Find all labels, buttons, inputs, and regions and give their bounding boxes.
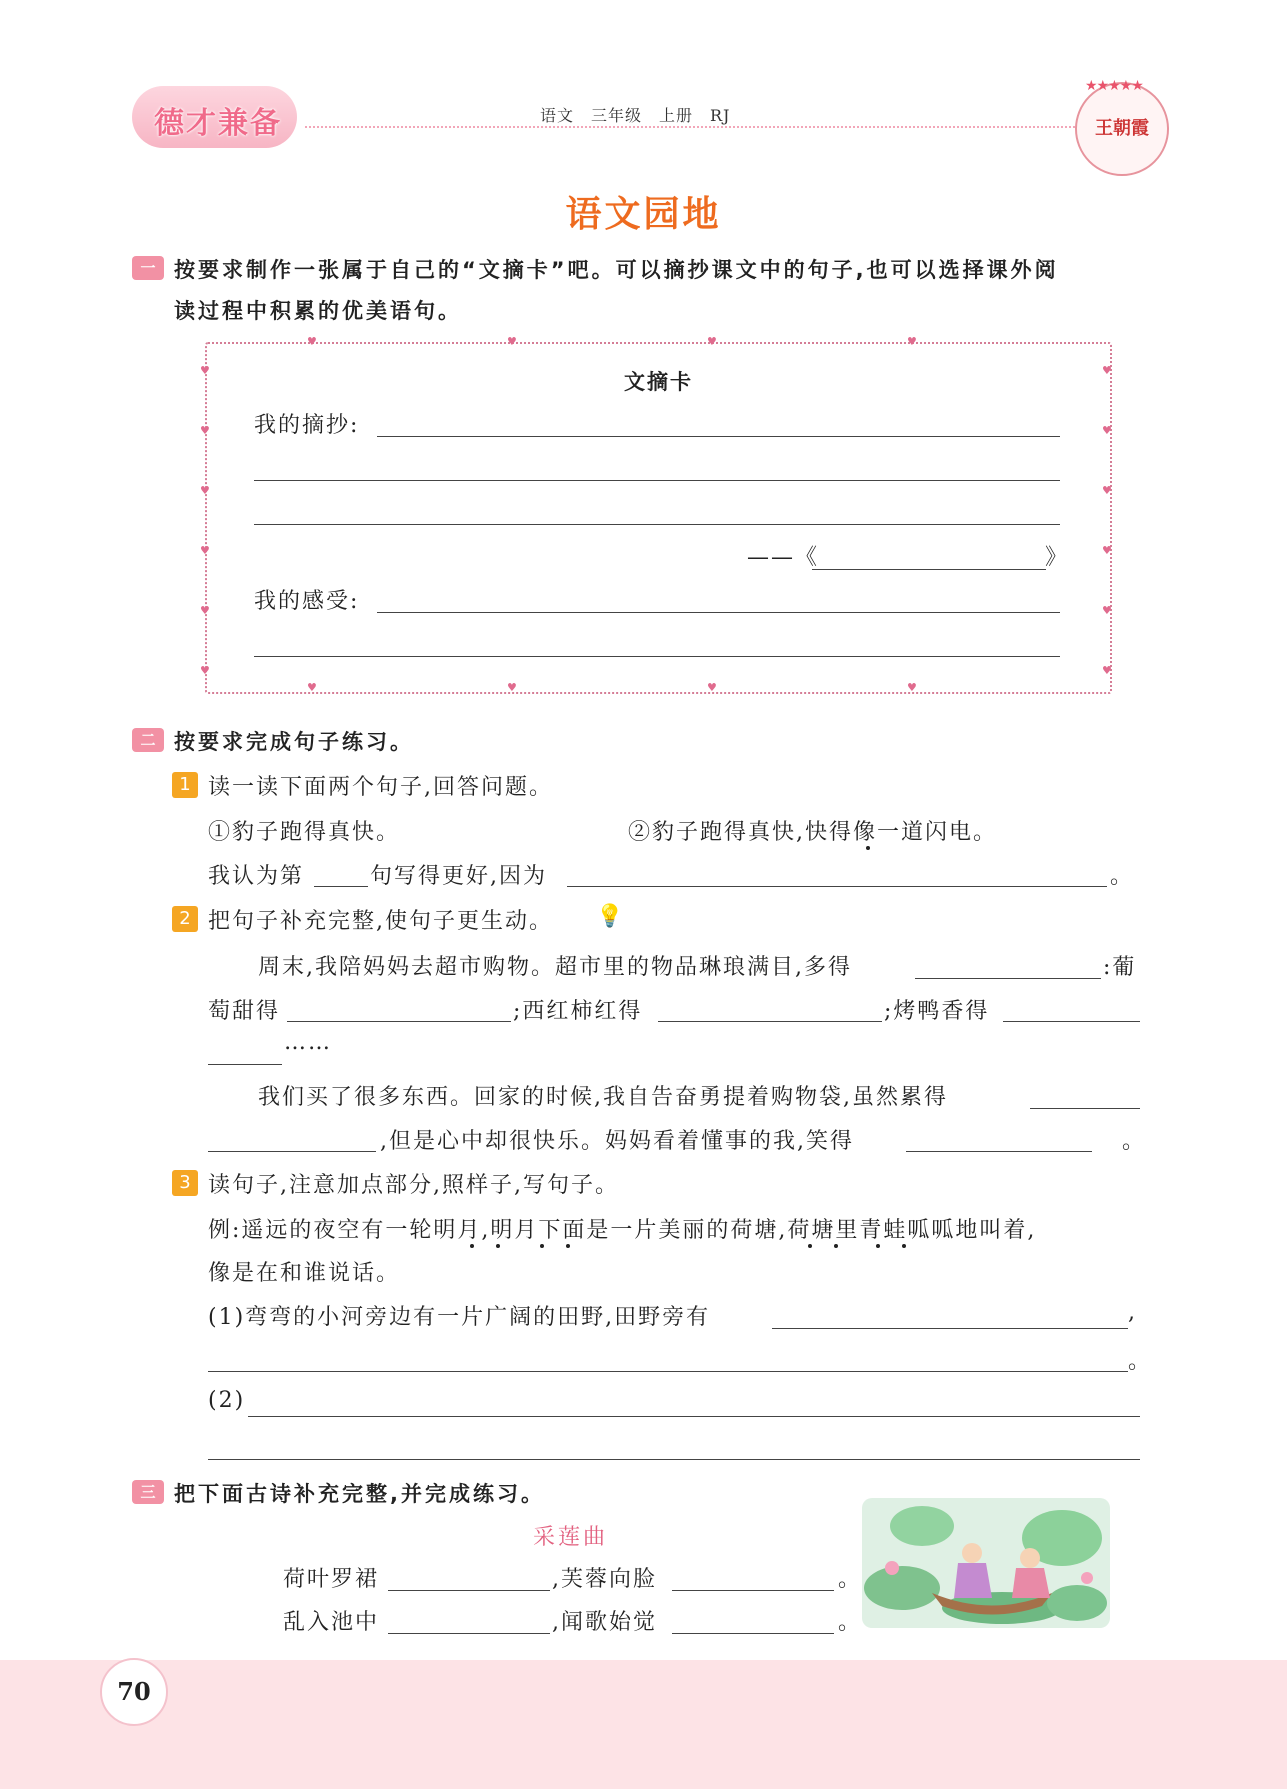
lotus-pond-illustration: [862, 1498, 1110, 1628]
poem-blank-1[interactable]: [388, 1590, 550, 1591]
card-title: 文摘卡: [624, 370, 693, 394]
page-number: 70: [100, 1658, 168, 1726]
heart-icon: ♥: [307, 335, 317, 348]
q1-sentence-2: ②豹子跑得真快,快得像一道闪电。: [628, 820, 997, 845]
poem-line1-b: ,芙蓉向脸: [552, 1567, 657, 1592]
emphasis-dot: [866, 846, 870, 850]
q1-blank-sentence-number[interactable]: [314, 886, 368, 887]
question-number-2: 2: [172, 906, 198, 932]
heart-icon: ♥: [200, 544, 210, 557]
excerpt-blank-3[interactable]: [254, 524, 1060, 525]
q2-blank-6[interactable]: [906, 1151, 1092, 1152]
emphasis-dot: [902, 1244, 906, 1248]
heart-icon: ♥: [200, 424, 210, 437]
heart-icon: ♥: [1102, 484, 1112, 497]
q3-item1-comma: ,: [1128, 1300, 1137, 1325]
header-divider: [305, 126, 1075, 128]
q3-item2-blank-b[interactable]: [208, 1459, 1140, 1460]
q1-sentence-1: ①豹子跑得真快。: [208, 820, 401, 845]
emphasis-dot: [566, 1244, 570, 1248]
logo-text: 德才兼备: [154, 106, 282, 141]
q3-item1-blank-b[interactable]: [208, 1371, 1128, 1372]
q3-item1-end: 。: [1128, 1349, 1153, 1374]
emphasis-dot: [834, 1244, 838, 1248]
page-title: 语文园地: [565, 194, 722, 235]
q2-p1-text-e: ;烤鸭香得: [884, 999, 990, 1024]
poem-line1-a: 荷叶罗裙: [283, 1567, 380, 1592]
poem-line1-end: 。: [838, 1567, 863, 1592]
q1-answer-middle: 句写得更好,因为: [370, 864, 547, 889]
q2-blank-2[interactable]: [287, 1021, 511, 1022]
emphasis-dot: [540, 1244, 544, 1248]
heart-icon: ♥: [507, 335, 517, 348]
q2-p2-text-b: ,但是心中却很快乐。妈妈看着懂事的我,笑得: [380, 1129, 854, 1154]
poem-line2-end: 。: [838, 1610, 863, 1635]
q2-p2-text-a: 我们买了很多东西。回家的时候,我自告奋勇提着购物袋,虽然累得: [258, 1085, 948, 1110]
heart-icon: ♥: [1102, 364, 1112, 377]
q1-answer-end: 。: [1110, 864, 1135, 889]
q1-blank-reason[interactable]: [567, 886, 1107, 887]
poem-title: 采莲曲: [533, 1525, 609, 1550]
q2-prompt: 把句子补充完整,使句子更生动。: [208, 909, 553, 934]
book-info: 语文 三年级 上册 RJ: [540, 106, 731, 125]
q2-blank-4a[interactable]: [1003, 1021, 1140, 1022]
section1-instruction-line2: 读过程中积累的优美语句。: [174, 299, 462, 323]
excerpt-card: [200, 335, 1112, 694]
emphasis-dot: [470, 1244, 474, 1248]
source-blank[interactable]: [812, 569, 1046, 570]
question-number-3: 3: [172, 1170, 198, 1196]
question-number-1: 1: [172, 772, 198, 798]
author-seal: [1075, 78, 1169, 176]
q2-p1-text-d: ;西红柿红得: [513, 999, 643, 1024]
section-marker-3: 三: [132, 1480, 164, 1504]
section3-instruction: 把下面古诗补充完整,并完成练习。: [174, 1482, 545, 1506]
q3-prompt: 读句子,注意加点部分,照样子,写句子。: [208, 1173, 619, 1198]
heart-icon: ♥: [1102, 664, 1112, 677]
q2-p2-text-c: 。: [1122, 1129, 1147, 1154]
poem-line2-a: 乱入池中: [283, 1610, 380, 1635]
seal-stars: ★★★★★: [1085, 78, 1143, 94]
q3-item2-blank-a[interactable]: [248, 1416, 1140, 1417]
heart-icon: ♥: [307, 681, 317, 694]
source-prefix: ——《: [747, 545, 820, 570]
q3-item1-text: (1)弯弯的小河旁边有一片广阔的田野,田野旁有: [208, 1305, 711, 1330]
q2-blank-5b[interactable]: [208, 1151, 376, 1152]
heart-icon: ♥: [1102, 604, 1112, 617]
feeling-blank-2[interactable]: [254, 656, 1060, 657]
poem-line2-b: ,闻歌始觉: [552, 1610, 657, 1635]
brand-logo: [132, 86, 297, 148]
section-marker-1: 一: [132, 256, 164, 280]
poem-blank-2[interactable]: [672, 1590, 834, 1591]
heart-icon: ♥: [1102, 544, 1112, 557]
heart-icon: ♥: [707, 681, 717, 694]
q3-example-line1: 例:遥远的夜空有一轮明月,明月下面是一片美丽的荷塘,荷塘里青蛙呱呱地叫着,: [208, 1218, 1037, 1243]
section-marker-2: 二: [132, 728, 164, 752]
q2-p1-text-b: :葡: [1103, 955, 1137, 980]
q1-answer-prefix: 我认为第: [208, 864, 305, 889]
q2-blank-1[interactable]: [915, 978, 1101, 979]
source-suffix: 》: [1045, 545, 1070, 570]
q3-item1-blank-a[interactable]: [772, 1328, 1128, 1329]
poem-blank-4[interactable]: [672, 1633, 834, 1634]
feeling-blank-1[interactable]: [377, 612, 1060, 613]
section2-instruction: 按要求完成句子练习。: [174, 730, 414, 754]
excerpt-label: 我的摘抄:: [254, 413, 360, 438]
q2-blank-5a[interactable]: [1030, 1108, 1140, 1109]
feeling-label: 我的感受:: [254, 589, 360, 614]
heart-icon: ♥: [200, 664, 210, 677]
heart-icon: ♥: [907, 335, 917, 348]
heart-icon: ♥: [907, 681, 917, 694]
excerpt-blank-2[interactable]: [254, 480, 1060, 481]
q2-p1-text-c: 萄甜得: [208, 999, 281, 1024]
q3-item2-label: (2): [208, 1388, 246, 1413]
heart-icon: ♥: [1102, 424, 1112, 437]
q2-blank-3[interactable]: [658, 1021, 882, 1022]
emphasis-dot: [496, 1244, 500, 1248]
lightbulb-icon: 💡: [596, 904, 624, 929]
q1-prompt: 读一读下面两个句子,回答问题。: [208, 775, 553, 800]
heart-icon: ♥: [200, 364, 210, 377]
q2-p1-text-f: ……: [284, 1030, 332, 1055]
q2-blank-4b[interactable]: [208, 1064, 282, 1065]
emphasis-dot: [876, 1244, 880, 1248]
emphasis-dot: [808, 1244, 812, 1248]
heart-icon: ♥: [507, 681, 517, 694]
heart-icon: ♥: [707, 335, 717, 348]
heart-icon: ♥: [200, 604, 210, 617]
footer-band: [0, 1660, 1287, 1789]
excerpt-blank-1[interactable]: [377, 436, 1060, 437]
q3-example-line2: 像是在和谁说话。: [208, 1261, 401, 1286]
heart-icon: ♥: [200, 484, 210, 497]
q2-p1-text-a: 周末,我陪妈妈去超市购物。超市里的物品琳琅满目,多得: [258, 955, 852, 980]
seal-name: 王朝霞: [1095, 118, 1149, 139]
poem-blank-3[interactable]: [388, 1633, 550, 1634]
section1-instruction-line1: 按要求制作一张属于自己的“文摘卡”吧。可以摘抄课文中的句子,也可以选择课外阅: [174, 258, 1059, 282]
